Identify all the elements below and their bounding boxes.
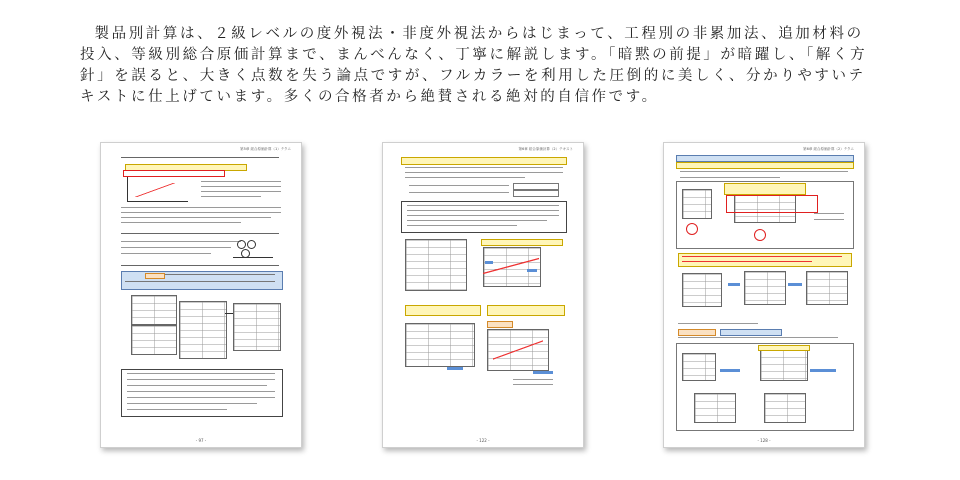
sample-page-2 bbox=[382, 142, 584, 448]
section-band bbox=[676, 155, 854, 162]
red-box bbox=[123, 170, 225, 177]
data-table bbox=[405, 239, 467, 291]
page-number: - 128 - bbox=[757, 438, 771, 443]
sample-page-1 bbox=[100, 142, 302, 448]
page-number: - 97 - bbox=[195, 438, 207, 443]
intro-paragraph: 製品別計算は、２級レベルの度外視法・非度外視法からはじまって、工程別の非累加法、追加材料の投入、等級別総合原価計算まで、まんべんなく、丁寧に解説します。「暗黙の前提」が暗躍し、「解く方針」を誤ると、大きく点数を失う論点ですが、フルカラーを利用した圧倒的に美しく、分かりやすいテキストに仕上げています。多くの合格者から絶賛される絶対的自信作です。 bbox=[80, 26, 868, 105]
box-table bbox=[131, 295, 177, 325]
page-header: 第6章 総合原価計算（2）テキスト bbox=[518, 147, 573, 151]
page-header: 第5章 総合原価計算（1）テクニ bbox=[240, 147, 291, 151]
sample-page-3 bbox=[663, 142, 865, 448]
highlight-band bbox=[401, 157, 567, 165]
page-header: 第6章 総合原価計算（2）テクニ bbox=[803, 147, 854, 151]
page-number: - 122 - bbox=[476, 438, 490, 443]
